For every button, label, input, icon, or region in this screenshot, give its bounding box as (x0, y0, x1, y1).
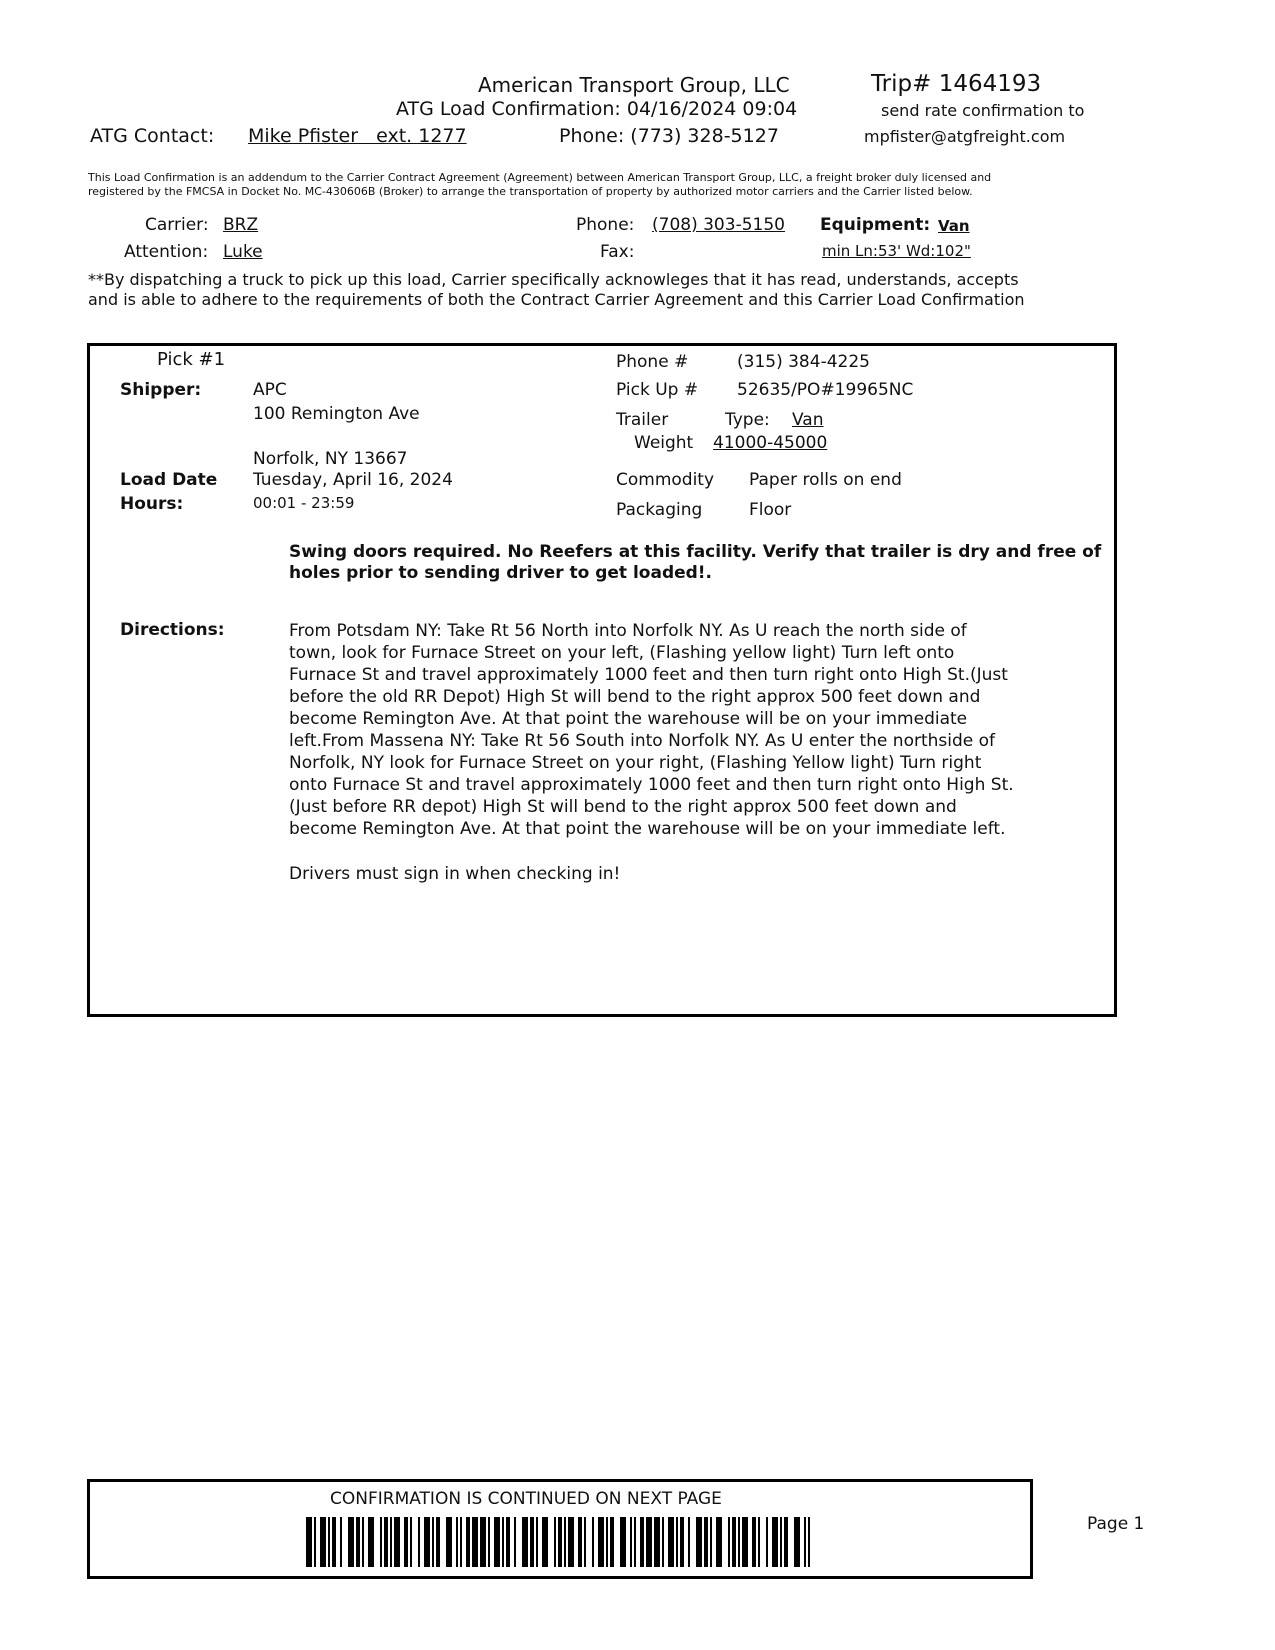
shipper-label: Shipper: (120, 380, 202, 400)
fax-label: Fax: (600, 242, 635, 262)
shipper-city: Norfolk, NY 13667 (253, 449, 408, 469)
pickup-number-label: Pick Up # (616, 380, 699, 400)
directions-text (289, 620, 1014, 840)
continued-notice: CONFIRMATION IS CONTINUED ON NEXT PAGE (330, 1489, 722, 1509)
trip-number: Trip# 1464193 (871, 71, 1042, 97)
packaging-value: Floor (749, 500, 792, 520)
packaging-label: Packaging (616, 500, 703, 520)
hours-label: Hours: (120, 494, 184, 514)
directions-line: left.From Massena NY: Take Rt 56 South into Norfolk NY. As U enter the northside of (289, 731, 996, 751)
equipment-value: Van (938, 217, 970, 235)
commodity-label: Commodity (616, 470, 715, 490)
equipment-label: Equipment: (820, 215, 931, 235)
directions-line: onto Furnace St and travel approximately 1000 feet and then turn right onto High St. (289, 775, 1014, 795)
disclaimer-line-2: registered by the FMCSA in Docket No. MC-430606B (Broker) to arrange the transportation of property by authorized motor carriers and the Carrier listed below. (88, 185, 973, 198)
shipper-name: APC (253, 380, 287, 400)
confirmation-line: ATG Load Confirmation: 04/16/2024 09:04 (396, 98, 798, 120)
attention-label: Attention: (124, 242, 209, 262)
barcode-icon (306, 1517, 814, 1567)
sign-in-note: Drivers must sign in when checking in! (289, 864, 621, 884)
directions-line: From Potsdam NY: Take Rt 56 North into Norfolk NY. As U reach the north side of (289, 621, 967, 641)
acknowledgement-line-1: **By dispatching a truck to pick up this load, Carrier specifically acknowleges that it has read, understands, accepts (88, 270, 1019, 289)
carrier-phone-label: Phone: (576, 215, 635, 235)
directions-line: become Remington Ave. At that point the warehouse will be on your immediate left. (289, 819, 1006, 839)
pick-title: Pick #1 (157, 349, 226, 370)
acknowledgement-line-2: and is able to adhere to the requirements of both the Contract Carrier Agreement and this Carrier Load Confirmation (88, 290, 1025, 309)
contact-name-link[interactable]: Mike Pfister ext. 1277 (248, 125, 467, 147)
commodity-value: Paper rolls on end (749, 470, 902, 490)
equipment-min-size: min Ln:53' Wd:102" (822, 242, 971, 260)
directions-label: Directions: (120, 620, 225, 640)
shipper-address: 100 Remington Ave (253, 404, 420, 424)
send-rate-label: send rate confirmation to (881, 101, 1085, 120)
trailer-type-label: Type: (725, 410, 770, 430)
load-date-value: Tuesday, April 16, 2024 (253, 470, 453, 490)
weight-label: Weight (634, 433, 694, 453)
facility-notes-line-2: holes prior to sending driver to get loaded!. (289, 563, 713, 583)
pick-phone-label: Phone # (616, 352, 689, 372)
carrier-label: Carrier: (145, 215, 209, 235)
trailer-type-value: Van (792, 410, 824, 430)
trailer-label: Trailer (616, 410, 669, 430)
directions-line: become Remington Ave. At that point the warehouse will be on your immediate (289, 709, 968, 729)
carrier-phone-value: (708) 303-5150 (652, 215, 785, 235)
page-number: Page 1 (1087, 1514, 1145, 1534)
directions-line: Norfolk, NY look for Furnace Street on your right, (Flashing Yellow light) Turn right (289, 753, 982, 773)
facility-notes-line-1: Swing doors required. No Reefers at this facility. Verify that trailer is dry and free of (289, 542, 1102, 562)
contact-phone: Phone: (773) 328-5127 (559, 125, 779, 147)
pickup-number-value: 52635/PO#19965NC (737, 380, 914, 400)
directions-line: (Just before RR depot) High St will bend to the right approx 500 feet down and (289, 797, 957, 817)
pick-phone-value: (315) 384-4225 (737, 352, 870, 372)
company-name: American Transport Group, LLC (478, 73, 790, 97)
load-date-label: Load Date (120, 470, 218, 490)
directions-line: before the old RR Depot) High St will bend to the right approx 500 feet down and (289, 687, 981, 707)
attention-value: Luke (223, 242, 263, 262)
carrier-value: BRZ (223, 215, 259, 235)
disclaimer-line-1: This Load Confirmation is an addendum to the Carrier Contract Agreement (Agreement) between American Transport Group, LLC, a freight broker duly licensed and (88, 171, 992, 184)
contact-email[interactable]: mpfister@atgfreight.com (864, 127, 1066, 146)
directions-line: Furnace St and travel approximately 1000 feet and then turn right onto High St.(Just (289, 665, 1008, 685)
contact-label: ATG Contact: (90, 125, 215, 147)
directions-line: town, look for Furnace Street on your left, (Flashing yellow light) Turn left onto (289, 643, 955, 663)
weight-value: 41000-45000 (713, 433, 828, 453)
hours-value: 00:01 - 23:59 (253, 494, 355, 512)
